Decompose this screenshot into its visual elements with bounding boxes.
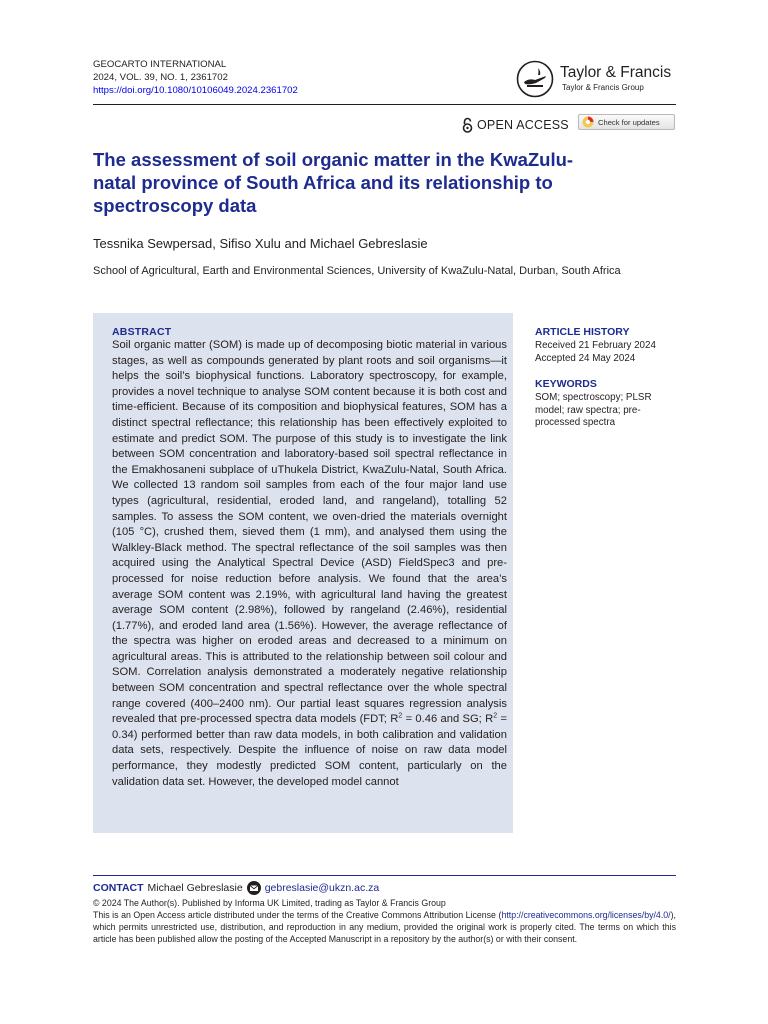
superscript: 2 [493, 712, 498, 720]
contact-label: CONTACT [93, 882, 144, 894]
superscript: 2 [398, 712, 403, 720]
article-title: The assessment of soil organic matter in the KwaZulu-natal province of South Africa and its relationship to spectroscopy data [93, 149, 574, 216]
article-history-heading: ARTICLE HISTORY [535, 326, 630, 338]
keywords-text: SOM; spectroscopy; PLSR model; raw spectra; pre-processed spectra [535, 391, 652, 429]
license-footer [93, 897, 676, 945]
check-updates-icon [582, 116, 594, 128]
check-for-updates-button[interactable] [578, 114, 675, 130]
publisher-logo[interactable] [516, 60, 676, 98]
abstract-heading: ABSTRACT [112, 326, 172, 338]
license-text [93, 909, 676, 945]
abstract-text [112, 338, 507, 790]
doi-link[interactable]: https://doi.org/10.1080/10106049.2024.2361702 [93, 85, 298, 96]
copyright-line: © 2024 The Author(s). Published by Informa UK Limited, trading as Taylor & Francis Group [93, 898, 446, 908]
author-list: Tessnika Sewpersad, Sifiso Xulu and Michael Gebreslasie [93, 236, 428, 251]
contact-name: Michael Gebreslasie [147, 882, 243, 894]
header-rule [93, 104, 676, 105]
contact-line [93, 881, 379, 895]
accepted-date: Accepted 24 May 2024 [535, 352, 636, 364]
footer-rule [93, 875, 676, 876]
license-url-link[interactable]: http://creativecommons.org/licenses/by/4.0/ [501, 910, 671, 920]
keywords [535, 378, 675, 430]
abstract-text-part1: Soil organic matter (SOM) is made up of decomposing biotic material in various stages, as well as compounds generated by plant roots and soil organisms—it helps the soil’s biophysical functions. Laboratory spectroscopy, for example, provides a novel technique to analyse SOM content because it is both cost and time-efficient. Because of its composition and biophysical features, SOM has a distinct spectral reflectance; this relationship has been effectively exploited to estimate and predict SOM. The purpose of this study is to investigate the link between SOM concentration and laboratory-based soil spectral reflectance in the Emakhosaneni subplace of uThukela District, KwaZulu-Natal, South Africa. We collected 13 random soil samples from each of the four major land use types (agricultural, residential, eroded land, and rangeland), totalling 52 samples. To assess the SOM content, we oven-dried the materials overnight (105 °C), crushed them, sieved them (1 mm), and analysed them using the Walkley-Black method. The spectral reflectance of the soil samples was then acquired using the Analytical Spectral Device (ASD) FieldSpec3 and pre-processed for noise reduction before analysis. We found that the area’s average SOM content was 2.19%, with agricultural land having the greatest average SOM content (2.98%), followed by rangeland (2.46%), residential (1.77%), and eroded land area (1.56%). However, the average reflectance of the spectra was higher on eroded areas and decreased to a minimum on agricultural areas. This is attributed to the relationship between soil colour and SOM. Correlation analysis demonstrated a moderately negative relationship between SOM concentration and spectral reflectance over the whole spectral range covered (400–2400 nm). Our partial least squares regression analysis revealed that pre-processed spectra data models (FDT; R [112, 339, 507, 726]
abstract-text-part2: = 0.46 and SG; R [402, 713, 494, 726]
contact-email-link[interactable]: gebreslasie@ukzn.ac.za [264, 882, 380, 894]
license-text-after: ), which permits unrestricted use, distribution, and reproduction in any medium, provided the original work is properly cited. The terms on which this article has been published allow the posting of the Accepted Manuscript in a repository by the author(s) or with their consent. [93, 910, 676, 944]
check-updates-label: Check for updates [598, 117, 660, 127]
publisher-group: Taylor & Francis Group [562, 83, 644, 92]
license-text-before: This is an Open Access article distributed under the terms of the Creative Commons Attribution License ( [93, 910, 502, 920]
abstract-text-part3: = 0.34) performed better than raw data models, in both calibration and validation data sets, respectively. Despite the influence of noise on raw data model performance, they modestly predicted SOM content, particularly on the validation data set. However, the developed model cannot [112, 713, 507, 788]
affiliation: School of Agricultural, Earth and Environmental Sciences, University of KwaZulu-Natal, Durban, South Africa [93, 265, 621, 277]
publisher-name: Taylor & Francis [560, 64, 672, 81]
envelope-icon [247, 881, 261, 895]
open-access-label: OPEN ACCESS [477, 118, 569, 132]
journal-info [93, 58, 298, 97]
received-date: Received 21 February 2024 [535, 339, 656, 351]
journal-name: GEOCARTO INTERNATIONAL [93, 59, 227, 70]
open-lock-icon [462, 117, 473, 133]
journal-volume: 2024, VOL. 39, NO. 1, 2361702 [93, 72, 228, 83]
article-history [535, 326, 675, 365]
open-access-badge [462, 116, 569, 134]
keywords-heading: KEYWORDS [535, 378, 597, 390]
lamp-emblem-icon [516, 60, 554, 98]
